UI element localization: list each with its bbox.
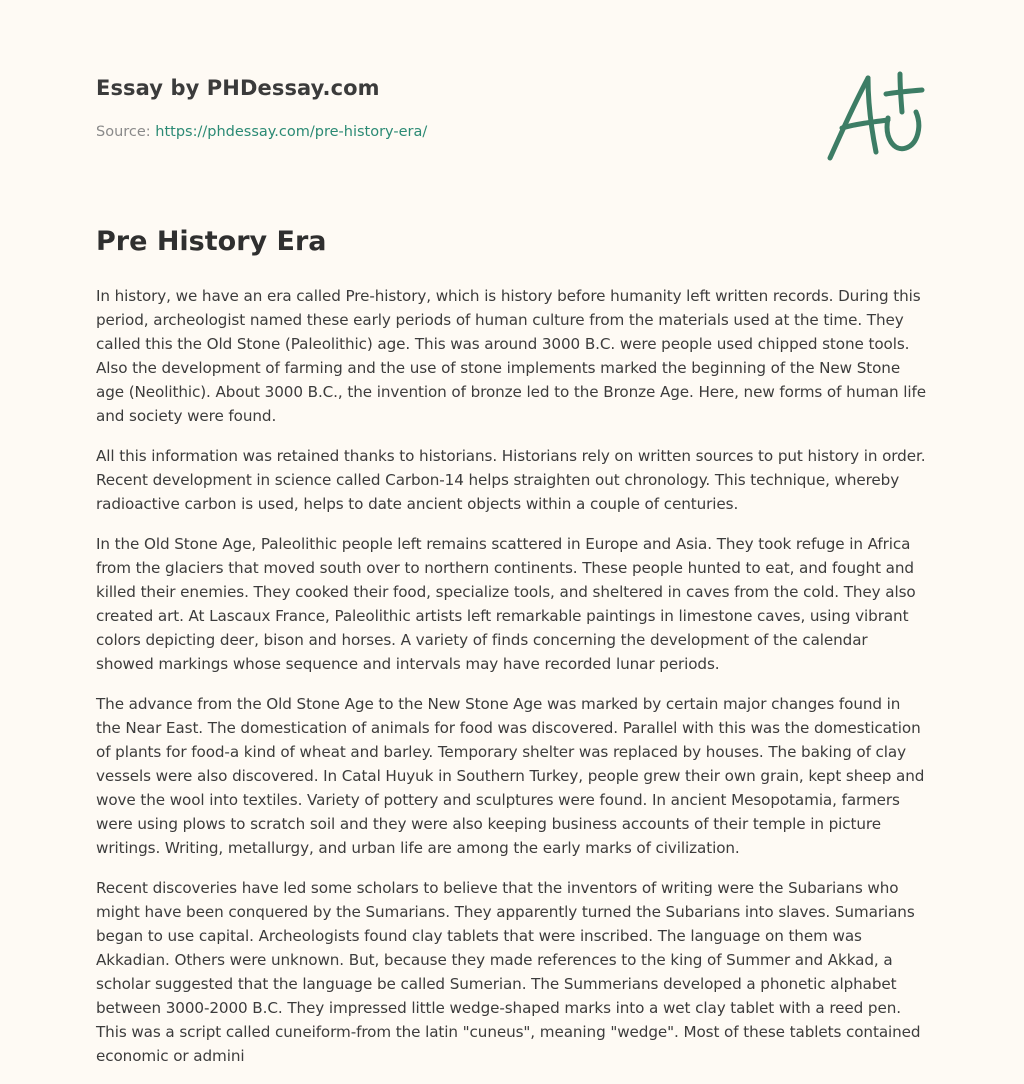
article-body (96, 284, 928, 1084)
source-label: Source: (96, 124, 156, 140)
article-paragraph: Recent discoveries have led some scholars to believe that the inventors of writing were the Subarians who might have been conquered by the Sumarians. They apparently turned the Subarians into slaves. Sumarians began to use capital. Archeologists found clay tablets that were inscribed. The language on them was Akkadian. Others were unknown. But, because they made references to the king of Summer and Akkad, a scholar suggested that the language be called Sumerian. The Summerians developed a phonetic alphabet between 3000-2000 B.C. They impressed little wedge-shaped marks into a wet clay tablet with a reed pen. This was a script called cuneiform-from the latin "cuneus", meaning "wedge". Most of these tablets contained economic or admini (96, 879, 921, 1065)
article-paragraph: In history, we have an era called Pre-history, which is history before humanity left written records. During this period, archeologist named these early periods of human culture from the materials used at the time. They called this the Old Stone (Paleolithic) age. This was around 3000 B.C. were people used chipped stone tools. Also the development of farming and the use of stone implements marked the beginning of the New Stone age (Neolithic). About 3000 B.C., the invention of bronze led to the Bronze Age. Here, new forms of human life and society were found. (96, 287, 927, 425)
article-paragraph: The advance from the Old Stone Age to the New Stone Age was marked by certain major changes found in the Near East. The domestication of animals for food was discovered. Parallel with this was the domestication of plants for food-a kind of wheat and barley. Temporary shelter was replaced by houses. The baking of clay vessels were also discovered. In Catal Huyuk in Southern Turkey, people grew their own grain, kept sheep and wove the wool into textiles. Variety of pottery and sculptures were found. In ancient Mesopotamia, farmers were using plows to scratch soil and they were also keeping business accounts of their temple in picture writings. Writing, metallurgy, and urban life are among the early marks of civilization. (96, 695, 925, 857)
article-title: Pre History Era (96, 226, 327, 257)
article-paragraph: In the Old Stone Age, Paleolithic people left remains scattered in Europe and Asia. They took refuge in Africa from the glaciers that moved south over to northern continents. These people hunted to eat, and fought and killed their enemies. They cooked their food, specialize tools, and sheltered in caves from the cold. They also created art. At Lascaux France, Paleolithic artists left remarkable paintings in limestone caves, using vibrant colors depicting deer, bison and horses. A variety of finds concerning the development of the calendar showed markings whose sequence and intervals may have recorded lunar periods. (96, 535, 916, 673)
article-paragraph: All this information was retained thanks to historians. Historians rely on written sources to put history in order. Recent development in science called Carbon-14 helps straighten out chronology. This technique, whereby radioactive carbon is used, helps to date ancient objects within a couple of centuries. (96, 447, 926, 513)
a-plus-grade-icon (818, 66, 934, 166)
site-brand: Essay by PHDessay.com (96, 76, 380, 100)
source-line (96, 124, 427, 140)
source-link[interactable]: https://phdessay.com/pre-history-era/ (155, 124, 428, 140)
